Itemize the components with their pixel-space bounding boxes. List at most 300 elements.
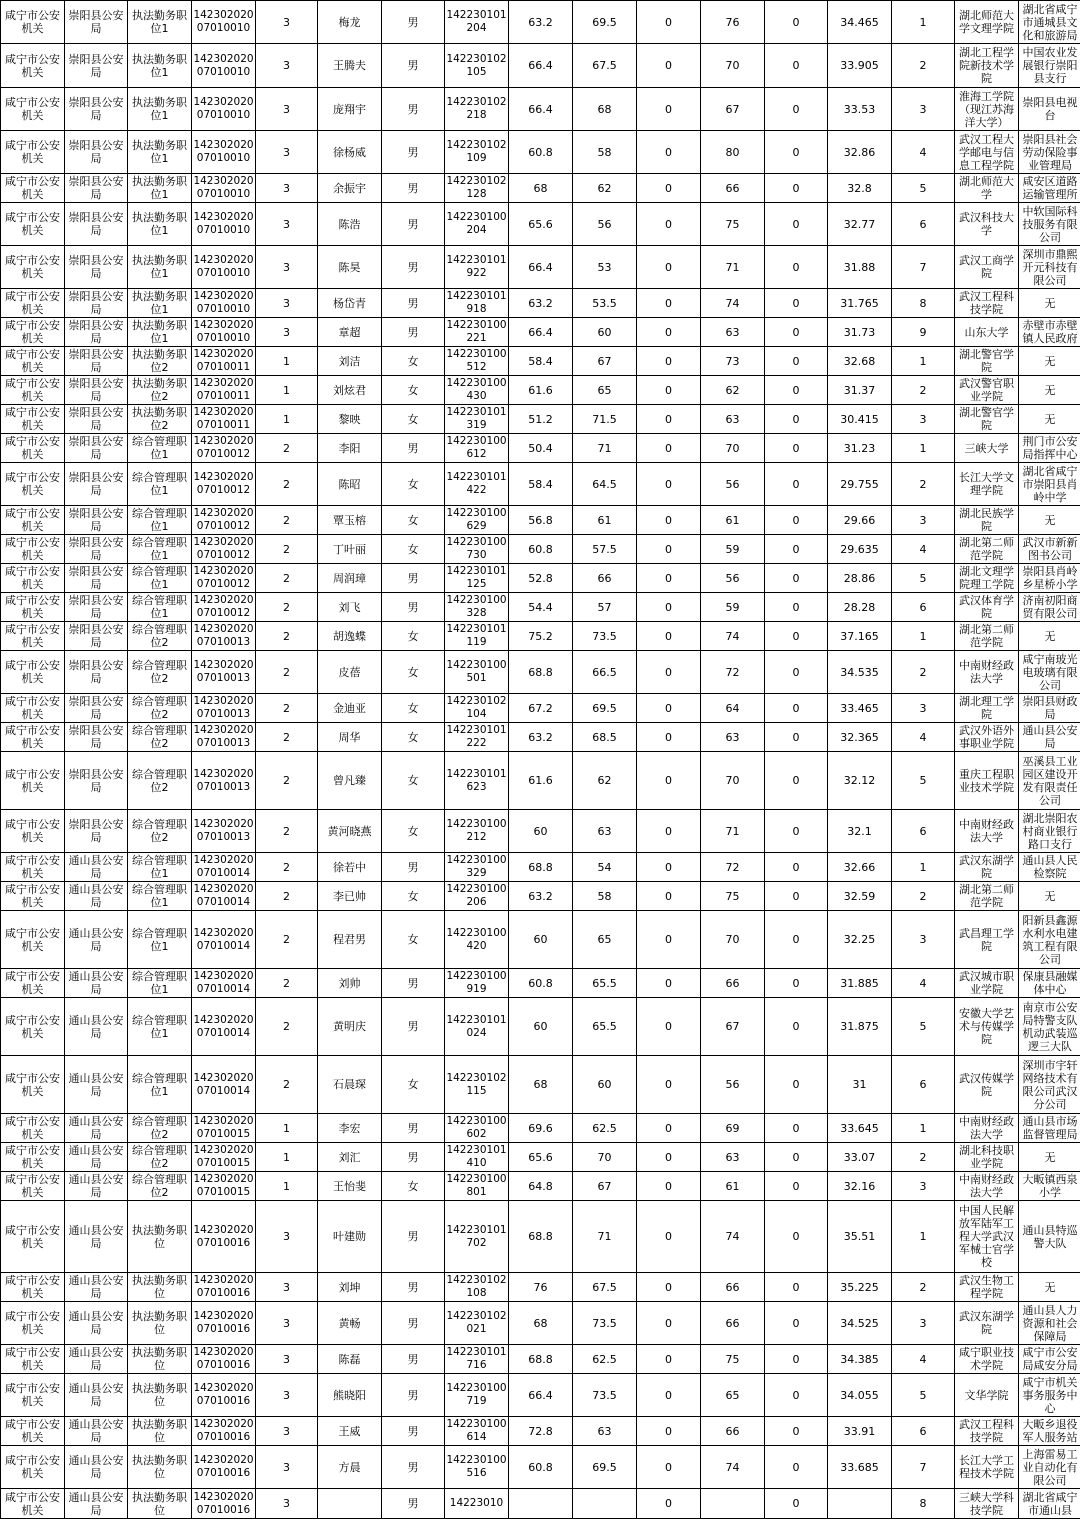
score-cell: 0 bbox=[765, 1345, 828, 1374]
name-cell: 刘炫君 bbox=[318, 376, 382, 405]
score-cell: 65.6 bbox=[509, 203, 573, 246]
school-cell: 淮海工学院（现江苏海洋大学） bbox=[955, 88, 1019, 131]
exam-id-cell: 142230102 021 bbox=[445, 1302, 509, 1345]
score-cell: 73.5 bbox=[573, 1302, 637, 1345]
score-cell: 60 bbox=[573, 318, 637, 347]
score-cell: 0 bbox=[637, 1, 701, 44]
employer-cell: 无 bbox=[1019, 882, 1080, 911]
score-cell: 64 bbox=[701, 694, 765, 723]
exam-id-cell: 142230102 104 bbox=[445, 694, 509, 723]
dept-cell: 通山县公安局 bbox=[65, 853, 128, 882]
score-cell: 0 bbox=[637, 203, 701, 246]
quota-cell: 3 bbox=[256, 1273, 318, 1302]
rank-cell: 6 bbox=[892, 1056, 955, 1114]
table-row bbox=[1, 289, 1080, 318]
unit-cell: 咸宁市公安机关 bbox=[1, 1172, 65, 1201]
gender-cell: 女 bbox=[382, 911, 445, 969]
employer-cell: 咸宁市机关事务服务中心 bbox=[1019, 1374, 1080, 1417]
unit-cell: 咸宁市公安机关 bbox=[1, 1143, 65, 1172]
score-cell: 57 bbox=[573, 593, 637, 622]
score-cell: 0 bbox=[765, 622, 828, 651]
employer-cell: 深圳市宇轩网络技术有限公司武汉分公司 bbox=[1019, 1056, 1080, 1114]
gender-cell: 男 bbox=[382, 174, 445, 203]
position-cell: 执法勤务职位1 bbox=[128, 174, 192, 203]
total-score-cell: 31.73 bbox=[828, 318, 892, 347]
total-score-cell: 30.415 bbox=[828, 405, 892, 434]
school-cell: 山东大学 bbox=[955, 318, 1019, 347]
score-cell: 63 bbox=[701, 318, 765, 347]
name-cell: 丁叶丽 bbox=[318, 535, 382, 564]
score-cell: 63 bbox=[573, 810, 637, 853]
position-cell: 综合管理职位1 bbox=[128, 853, 192, 882]
exam-id-cell: 142230100 206 bbox=[445, 882, 509, 911]
name-cell: 黄河晓燕 bbox=[318, 810, 382, 853]
score-cell: 0 bbox=[637, 593, 701, 622]
position-cell: 执法勤务职位1 bbox=[128, 289, 192, 318]
score-cell: 0 bbox=[765, 1273, 828, 1302]
rank-cell: 6 bbox=[892, 593, 955, 622]
unit-cell: 咸宁市公安机关 bbox=[1, 44, 65, 88]
table-row bbox=[1, 1374, 1080, 1417]
unit-cell: 咸宁市公安机关 bbox=[1, 506, 65, 535]
dept-cell: 通山县公安局 bbox=[65, 1489, 128, 1519]
name-cell: 梅龙 bbox=[318, 1, 382, 44]
exam-id-cell: 142230100 614 bbox=[445, 1417, 509, 1446]
table-row bbox=[1, 911, 1080, 969]
employer-cell: 大畈乡退役军人服务站 bbox=[1019, 1417, 1080, 1446]
score-cell: 76 bbox=[509, 1273, 573, 1302]
score-cell: 68.8 bbox=[509, 651, 573, 694]
gender-cell: 男 bbox=[382, 246, 445, 289]
name-cell: 陈昭 bbox=[318, 463, 382, 506]
gender-cell: 女 bbox=[382, 405, 445, 434]
exam-id-cell: 142230102 109 bbox=[445, 131, 509, 174]
rank-cell: 5 bbox=[892, 998, 955, 1056]
quota-cell: 3 bbox=[256, 318, 318, 347]
score-cell: 0 bbox=[765, 463, 828, 506]
score-cell: 67 bbox=[573, 1172, 637, 1201]
table-row bbox=[1, 506, 1080, 535]
score-cell: 0 bbox=[637, 88, 701, 131]
dept-cell: 崇阳县公安局 bbox=[65, 347, 128, 376]
position-cell: 执法勤务职位 bbox=[128, 1201, 192, 1273]
rank-cell: 2 bbox=[892, 1273, 955, 1302]
employer-cell: 通山县市场监督管理局 bbox=[1019, 1114, 1080, 1143]
rank-cell: 7 bbox=[892, 1446, 955, 1489]
table-row bbox=[1, 1302, 1080, 1345]
score-cell: 0 bbox=[637, 651, 701, 694]
score-cell: 0 bbox=[765, 651, 828, 694]
score-cell: 65 bbox=[573, 911, 637, 969]
gender-cell: 女 bbox=[382, 535, 445, 564]
rank-cell: 2 bbox=[892, 376, 955, 405]
position-cell: 综合管理职位1 bbox=[128, 593, 192, 622]
name-cell: 刘汇 bbox=[318, 1143, 382, 1172]
dept-cell: 通山县公安局 bbox=[65, 1302, 128, 1345]
quota-cell: 3 bbox=[256, 1345, 318, 1374]
position-code-cell: 142302020 07010011 bbox=[192, 405, 256, 434]
rank-cell: 4 bbox=[892, 1345, 955, 1374]
dept-cell: 通山县公安局 bbox=[65, 1273, 128, 1302]
score-cell: 63.2 bbox=[509, 289, 573, 318]
table-row bbox=[1, 44, 1080, 88]
position-code-cell: 142302020 07010013 bbox=[192, 723, 256, 752]
name-cell: 金迪亚 bbox=[318, 694, 382, 723]
rank-cell: 4 bbox=[892, 535, 955, 564]
position-code-cell: 142302020 07010010 bbox=[192, 131, 256, 174]
exam-id-cell: 142230100 221 bbox=[445, 318, 509, 347]
total-score-cell: 34.535 bbox=[828, 651, 892, 694]
score-cell: 65 bbox=[573, 376, 637, 405]
score-cell: 67.2 bbox=[509, 694, 573, 723]
gender-cell: 女 bbox=[382, 347, 445, 376]
score-cell: 61 bbox=[701, 506, 765, 535]
name-cell: 石晨琛 bbox=[318, 1056, 382, 1114]
rank-cell: 3 bbox=[892, 911, 955, 969]
position-code-cell: 142302020 07010013 bbox=[192, 810, 256, 853]
rank-cell: 8 bbox=[892, 1489, 955, 1519]
quota-cell: 3 bbox=[256, 174, 318, 203]
employer-cell: 湖北崇阳农村商业银行路口支行 bbox=[1019, 810, 1080, 853]
position-code-cell: 142302020 07010011 bbox=[192, 347, 256, 376]
score-cell: 75.2 bbox=[509, 622, 573, 651]
rank-cell: 7 bbox=[892, 246, 955, 289]
position-code-cell: 142302020 07010016 bbox=[192, 1489, 256, 1519]
position-code-cell: 142302020 07010016 bbox=[192, 1417, 256, 1446]
rank-cell: 3 bbox=[892, 1302, 955, 1345]
rank-cell: 4 bbox=[892, 969, 955, 998]
school-cell: 湖北科技职业学院 bbox=[955, 1143, 1019, 1172]
dept-cell: 崇阳县公安局 bbox=[65, 88, 128, 131]
score-cell: 0 bbox=[637, 911, 701, 969]
employer-cell: 湖北省咸宁市通山县 bbox=[1019, 1489, 1080, 1519]
quota-cell: 1 bbox=[256, 376, 318, 405]
score-cell: 0 bbox=[765, 694, 828, 723]
exam-id-cell: 142230101 204 bbox=[445, 1, 509, 44]
employer-cell: 巫溪县工业园区建设开发有限责任公司 bbox=[1019, 752, 1080, 810]
dept-cell: 通山县公安局 bbox=[65, 882, 128, 911]
unit-cell: 咸宁市公安机关 bbox=[1, 651, 65, 694]
unit-cell: 咸宁市公安机关 bbox=[1, 1374, 65, 1417]
table-row bbox=[1, 405, 1080, 434]
position-code-cell: 142302020 07010012 bbox=[192, 535, 256, 564]
score-cell: 75 bbox=[701, 203, 765, 246]
score-cell: 74 bbox=[701, 622, 765, 651]
employer-cell: 无 bbox=[1019, 376, 1080, 405]
score-cell: 60 bbox=[509, 911, 573, 969]
gender-cell: 女 bbox=[382, 694, 445, 723]
score-cell: 0 bbox=[765, 1446, 828, 1489]
position-cell: 综合管理职位2 bbox=[128, 723, 192, 752]
score-cell: 63.2 bbox=[509, 882, 573, 911]
employer-cell: 无 bbox=[1019, 289, 1080, 318]
position-cell: 综合管理职位2 bbox=[128, 651, 192, 694]
position-cell: 执法勤务职位1 bbox=[128, 1, 192, 44]
rank-cell: 5 bbox=[892, 752, 955, 810]
exam-id-cell: 142230100 516 bbox=[445, 1446, 509, 1489]
exam-id-cell: 142230102 115 bbox=[445, 1056, 509, 1114]
school-cell: 湖北警官学院 bbox=[955, 405, 1019, 434]
dept-cell: 崇阳县公安局 bbox=[65, 810, 128, 853]
table-row bbox=[1, 1345, 1080, 1374]
total-score-cell: 31.765 bbox=[828, 289, 892, 318]
total-score-cell: 34.385 bbox=[828, 1345, 892, 1374]
score-cell: 73 bbox=[701, 347, 765, 376]
score-cell: 58.4 bbox=[509, 347, 573, 376]
table-row bbox=[1, 318, 1080, 347]
name-cell: 王威 bbox=[318, 1417, 382, 1446]
employer-cell: 崇阳县社会劳动保险事业管理局 bbox=[1019, 131, 1080, 174]
table-row bbox=[1, 998, 1080, 1056]
score-cell: 0 bbox=[765, 203, 828, 246]
score-cell: 0 bbox=[637, 463, 701, 506]
position-cell: 综合管理职位1 bbox=[128, 1056, 192, 1114]
dept-cell: 通山县公安局 bbox=[65, 1172, 128, 1201]
score-cell: 60.8 bbox=[509, 969, 573, 998]
quota-cell: 2 bbox=[256, 911, 318, 969]
table-row bbox=[1, 434, 1080, 463]
table-row bbox=[1, 593, 1080, 622]
score-cell: 0 bbox=[637, 1114, 701, 1143]
score-cell: 66 bbox=[573, 564, 637, 593]
score-cell: 67 bbox=[701, 998, 765, 1056]
total-score-cell: 33.53 bbox=[828, 88, 892, 131]
score-cell: 68.8 bbox=[509, 853, 573, 882]
exam-id-cell: 14223010 bbox=[445, 1489, 509, 1519]
score-cell: 70 bbox=[701, 752, 765, 810]
score-cell: 0 bbox=[637, 694, 701, 723]
school-cell: 长江大学工程技术学院 bbox=[955, 1446, 1019, 1489]
position-code-cell: 142302020 07010016 bbox=[192, 1345, 256, 1374]
gender-cell: 男 bbox=[382, 434, 445, 463]
table-body bbox=[1, 1, 1080, 1519]
unit-cell: 咸宁市公安机关 bbox=[1, 434, 65, 463]
dept-cell: 通山县公安局 bbox=[65, 1345, 128, 1374]
unit-cell: 咸宁市公安机关 bbox=[1, 246, 65, 289]
dept-cell: 通山县公安局 bbox=[65, 1417, 128, 1446]
name-cell: 覃玉榕 bbox=[318, 506, 382, 535]
gender-cell: 男 bbox=[382, 1446, 445, 1489]
quota-cell: 2 bbox=[256, 998, 318, 1056]
exam-id-cell: 142230102 128 bbox=[445, 174, 509, 203]
score-cell: 0 bbox=[637, 810, 701, 853]
score-cell: 0 bbox=[637, 1417, 701, 1446]
school-cell: 武汉体育学院 bbox=[955, 593, 1019, 622]
score-cell: 0 bbox=[765, 347, 828, 376]
employer-cell: 中软国际科技服务有限公司 bbox=[1019, 203, 1080, 246]
score-cell: 54.4 bbox=[509, 593, 573, 622]
gender-cell: 男 bbox=[382, 289, 445, 318]
quota-cell: 3 bbox=[256, 88, 318, 131]
score-cell: 66 bbox=[701, 1273, 765, 1302]
score-cell: 63.2 bbox=[509, 1, 573, 44]
score-cell: 73.5 bbox=[573, 622, 637, 651]
exam-id-cell: 142230100 919 bbox=[445, 969, 509, 998]
position-cell: 综合管理职位1 bbox=[128, 535, 192, 564]
name-cell: 陈浩 bbox=[318, 203, 382, 246]
score-cell bbox=[701, 1489, 765, 1519]
position-cell: 综合管理职位1 bbox=[128, 911, 192, 969]
position-cell: 综合管理职位1 bbox=[128, 969, 192, 998]
unit-cell: 咸宁市公安机关 bbox=[1, 911, 65, 969]
score-cell: 0 bbox=[637, 622, 701, 651]
gender-cell: 男 bbox=[382, 1273, 445, 1302]
total-score-cell: 33.685 bbox=[828, 1446, 892, 1489]
score-cell: 71 bbox=[701, 246, 765, 289]
total-score-cell: 32.8 bbox=[828, 174, 892, 203]
position-cell: 执法勤务职位2 bbox=[128, 347, 192, 376]
total-score-cell: 37.165 bbox=[828, 622, 892, 651]
name-cell: 庞翔宇 bbox=[318, 88, 382, 131]
position-code-cell: 142302020 07010013 bbox=[192, 651, 256, 694]
school-cell: 武汉东湖学院 bbox=[955, 1302, 1019, 1345]
quota-cell: 2 bbox=[256, 651, 318, 694]
score-cell: 56 bbox=[701, 1056, 765, 1114]
table-row bbox=[1, 1056, 1080, 1114]
quota-cell: 2 bbox=[256, 506, 318, 535]
score-cell: 54 bbox=[573, 853, 637, 882]
exam-id-cell: 142230101 125 bbox=[445, 564, 509, 593]
score-cell: 0 bbox=[765, 1172, 828, 1201]
score-cell: 56 bbox=[701, 463, 765, 506]
quota-cell: 3 bbox=[256, 1374, 318, 1417]
rank-cell: 6 bbox=[892, 203, 955, 246]
rank-cell: 1 bbox=[892, 1, 955, 44]
name-cell: 刘洁 bbox=[318, 347, 382, 376]
score-cell: 65.5 bbox=[573, 969, 637, 998]
position-code-cell: 142302020 07010014 bbox=[192, 853, 256, 882]
score-cell: 0 bbox=[765, 1201, 828, 1273]
unit-cell: 咸宁市公安机关 bbox=[1, 203, 65, 246]
quota-cell: 1 bbox=[256, 1172, 318, 1201]
unit-cell: 咸宁市公安机关 bbox=[1, 1114, 65, 1143]
quota-cell: 1 bbox=[256, 405, 318, 434]
score-cell: 0 bbox=[765, 564, 828, 593]
score-cell: 50.4 bbox=[509, 434, 573, 463]
table-row bbox=[1, 463, 1080, 506]
score-cell: 60 bbox=[509, 998, 573, 1056]
employer-cell: 无 bbox=[1019, 506, 1080, 535]
dept-cell: 通山县公安局 bbox=[65, 911, 128, 969]
gender-cell: 男 bbox=[382, 1489, 445, 1519]
employer-cell: 荆门市公安局指挥中心 bbox=[1019, 434, 1080, 463]
score-cell: 70 bbox=[701, 44, 765, 88]
name-cell: 程君男 bbox=[318, 911, 382, 969]
quota-cell: 2 bbox=[256, 723, 318, 752]
total-score-cell: 33.07 bbox=[828, 1143, 892, 1172]
score-cell: 0 bbox=[637, 1143, 701, 1172]
quota-cell: 1 bbox=[256, 347, 318, 376]
score-cell: 0 bbox=[765, 535, 828, 564]
score-cell: 53.5 bbox=[573, 289, 637, 318]
dept-cell: 崇阳县公安局 bbox=[65, 1, 128, 44]
score-cell: 0 bbox=[637, 246, 701, 289]
score-cell: 73.5 bbox=[573, 1374, 637, 1417]
dept-cell: 崇阳县公安局 bbox=[65, 506, 128, 535]
score-cell: 58 bbox=[573, 131, 637, 174]
score-cell: 72.8 bbox=[509, 1417, 573, 1446]
table-row bbox=[1, 1273, 1080, 1302]
gender-cell: 男 bbox=[382, 1143, 445, 1172]
score-cell: 70 bbox=[701, 911, 765, 969]
gender-cell: 男 bbox=[382, 593, 445, 622]
employer-cell: 通山县人力资源和社会保障局 bbox=[1019, 1302, 1080, 1345]
exam-id-cell: 142230102 218 bbox=[445, 88, 509, 131]
rank-cell: 6 bbox=[892, 1417, 955, 1446]
score-cell: 0 bbox=[765, 1374, 828, 1417]
exam-id-cell: 142230100 629 bbox=[445, 506, 509, 535]
employer-cell: 济南初阳商贸有限公司 bbox=[1019, 593, 1080, 622]
score-cell: 58.4 bbox=[509, 463, 573, 506]
employer-cell: 武汉市新新图书公司 bbox=[1019, 535, 1080, 564]
score-cell: 66.5 bbox=[573, 651, 637, 694]
school-cell: 武汉工程科技学院 bbox=[955, 1417, 1019, 1446]
unit-cell: 咸宁市公安机关 bbox=[1, 318, 65, 347]
employer-cell: 通山县公安局 bbox=[1019, 723, 1080, 752]
rank-cell: 5 bbox=[892, 564, 955, 593]
unit-cell: 咸宁市公安机关 bbox=[1, 347, 65, 376]
school-cell: 咸宁职业技术学院 bbox=[955, 1345, 1019, 1374]
position-cell: 综合管理职位2 bbox=[128, 1172, 192, 1201]
employer-cell: 无 bbox=[1019, 1143, 1080, 1172]
position-cell: 执法勤务职位 bbox=[128, 1489, 192, 1519]
position-code-cell: 142302020 07010010 bbox=[192, 246, 256, 289]
total-score-cell: 31.37 bbox=[828, 376, 892, 405]
rank-cell: 6 bbox=[892, 810, 955, 853]
position-code-cell: 142302020 07010015 bbox=[192, 1143, 256, 1172]
school-cell: 湖北文理学院理工学院 bbox=[955, 564, 1019, 593]
total-score-cell: 31.23 bbox=[828, 434, 892, 463]
total-score-cell: 32.66 bbox=[828, 853, 892, 882]
score-cell: 65.5 bbox=[573, 998, 637, 1056]
employer-cell: 保康县融媒体中心 bbox=[1019, 969, 1080, 998]
unit-cell: 咸宁市公安机关 bbox=[1, 998, 65, 1056]
exam-id-cell: 142230100 612 bbox=[445, 434, 509, 463]
score-cell: 66.4 bbox=[509, 318, 573, 347]
school-cell: 湖北第二师范学院 bbox=[955, 535, 1019, 564]
score-cell: 72 bbox=[701, 651, 765, 694]
total-score-cell: 33.905 bbox=[828, 44, 892, 88]
gender-cell: 女 bbox=[382, 651, 445, 694]
school-cell: 武汉传媒学院 bbox=[955, 1056, 1019, 1114]
score-cell: 0 bbox=[765, 506, 828, 535]
score-cell: 74 bbox=[701, 1446, 765, 1489]
position-cell: 综合管理职位2 bbox=[128, 752, 192, 810]
total-score-cell: 28.86 bbox=[828, 564, 892, 593]
quota-cell: 2 bbox=[256, 593, 318, 622]
score-cell: 0 bbox=[637, 347, 701, 376]
school-cell: 湖北民族学院 bbox=[955, 506, 1019, 535]
total-score-cell: 32.77 bbox=[828, 203, 892, 246]
position-code-cell: 142302020 07010013 bbox=[192, 694, 256, 723]
score-cell: 59 bbox=[701, 535, 765, 564]
gender-cell: 女 bbox=[382, 1172, 445, 1201]
table-row bbox=[1, 1417, 1080, 1446]
position-cell: 综合管理职位1 bbox=[128, 434, 192, 463]
score-cell: 74 bbox=[701, 1201, 765, 1273]
score-cell: 66.4 bbox=[509, 1374, 573, 1417]
school-cell: 武汉科技大学 bbox=[955, 203, 1019, 246]
unit-cell: 咸宁市公安机关 bbox=[1, 694, 65, 723]
school-cell: 湖北理工学院 bbox=[955, 694, 1019, 723]
table-row bbox=[1, 376, 1080, 405]
rank-cell: 2 bbox=[892, 651, 955, 694]
gender-cell: 女 bbox=[382, 810, 445, 853]
total-score-cell: 29.755 bbox=[828, 463, 892, 506]
school-cell: 湖北第二师范学院 bbox=[955, 882, 1019, 911]
name-cell: 方晨 bbox=[318, 1446, 382, 1489]
score-cell: 62.5 bbox=[573, 1345, 637, 1374]
